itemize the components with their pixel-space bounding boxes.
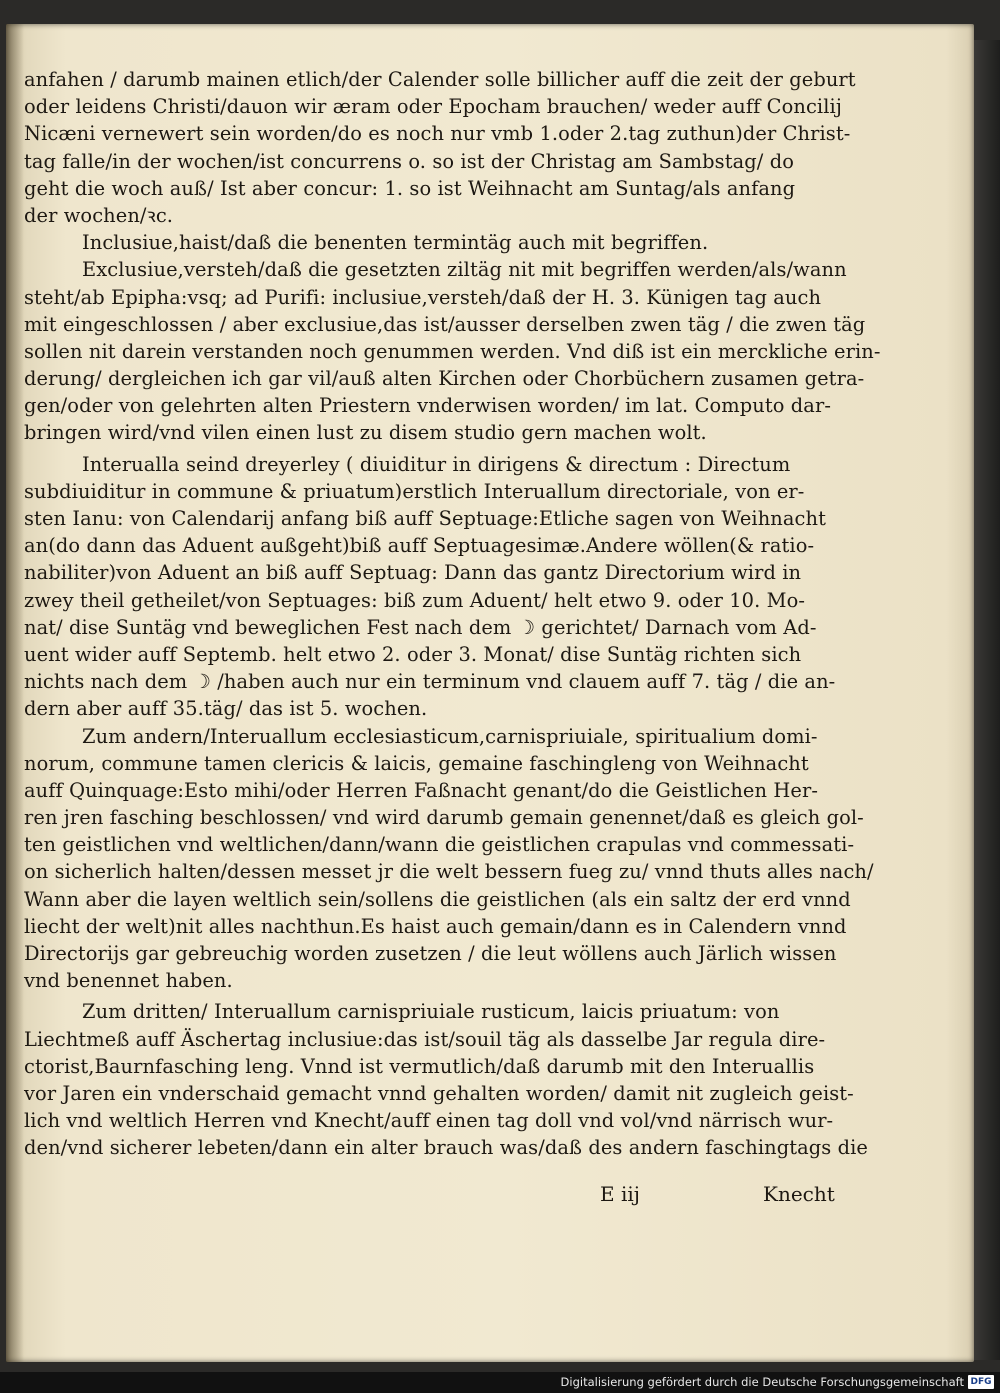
text-line: sten Ianu: von Calendarij anfang biß auff Septuage:Etliche sagen von Weihnacht — [24, 507, 826, 530]
text-line: uent wider auff Septemb. helt etwo 2. oder 3. Monat/ dise Suntäg richten sich — [24, 642, 802, 666]
text-line: lich vnd weltlich Herren vnd Knecht/auff einen tag doll vnd vol/vnd närrisch wur- — [24, 1109, 834, 1133]
text-line: gen/oder von gelehrten alten Priestern vnderwisen worden/ im lat. Computo dar- — [24, 394, 831, 418]
page-text — [24, 66, 881, 1162]
text-line: ctorist,Baurnfasching leng. Vnnd ist vermutlich/daß darumb mit den Interuallis — [24, 1054, 815, 1078]
text-line: dern aber auff 35.täg/ das ist 5. wochen. — [24, 697, 428, 721]
text-line: vnd benennet haben. — [24, 969, 233, 993]
text-line: norum, commune tamen clericis & laicis, gemaine faschingleng von Weihnacht — [24, 751, 809, 775]
text-line: subdiuiditur in commune & priuatum)erstlich Interuallum directoriale, von er- — [24, 479, 805, 503]
paragraph-start-line: Inclusiue,haist/daß die benenten termintäg auch mit begriffen. — [82, 231, 709, 255]
text-line: ren jren fasching beschlossen/ vnd wird darumb gemain genennet/daß es gleich gol- — [24, 806, 864, 830]
text-line: vor Jaren ein vnderschaid gemacht vnnd gehalten worden/ damit nit zugleich geist- — [24, 1081, 854, 1105]
text-line: geht die woch auß/ Ist aber concur: 1. so ist Weihnacht am Suntag/als anfang — [24, 176, 796, 200]
text-line: nat/ dise Suntäg vnd beweglichen Fest nach dem ☽ gerichtet/ Darnach vom Ad- — [24, 615, 817, 639]
text-line: Directorijs gar gebreuchig worden zusetzen / die leut wöllens auch Järlich wissen — [24, 942, 837, 965]
paragraph-start-line: Zum dritten/ Interuallum carnispriuiale rusticum, laicis priuatum: von — [82, 1000, 780, 1024]
text-line: zwey theil getheilet/von Septuages: biß zum Aduent/ helt etwo 9. oder 10. Mo- — [24, 588, 806, 612]
text-line: nabiliter)von Aduent an biß auff Septuag: Dann das gantz Directorium wird in — [24, 561, 802, 585]
text-line: derung/ dergleichen ich gar vil/auß alten Kirchen oder Chorbüchern zusamen getra- — [24, 367, 865, 391]
text-line: tag falle/in der wochen/ist concurrens o. so ist der Christag am Sambstag/ do — [24, 149, 794, 173]
text-line: nichts nach dem ☽ /haben auch nur ein terminum vnd clauem auff 7. täg / die an- — [24, 670, 836, 694]
text-line: on sicherlich halten/dessen messet jr die welt bessern fueg zu/ vnnd thuts alles nach/ — [24, 860, 874, 884]
text-line: mit eingeschlossen / aber exclusiue,das ist/ausser derselben zwen täg / die zwen täg — [24, 312, 866, 336]
paragraph-start-line: Exclusiue,versteh/daß die gesetzten ziltäg nit mit begriffen werden/als/wann — [82, 258, 847, 282]
text-line: ten geistlichen vnd weltlichen/dann/wann die geistlichen crapulas vnd commessati- — [24, 833, 855, 857]
paragraph-start-line: Zum andern/Interuallum ecclesiasticum,carnispriuiale, spiritualium domi- — [82, 724, 818, 748]
text-line: den/vnd sicherer lebeten/dann ein alter brauch was/daß des andern faschingtags die — [24, 1136, 868, 1160]
text-line: auff Quinquage:Esto mihi/oder Herren Faßnacht genant/do die Geistlichen Her- — [24, 778, 818, 802]
funding-notice: Digitalisierung gefördert durch die Deutsche Forschungsgemeinschaft — [560, 1375, 964, 1389]
signature-mark: E iij — [600, 1182, 640, 1206]
text-line: bringen wird/vnd vilen einen lust zu disem studio gern machen wolt. — [24, 421, 707, 445]
text-line: Liechtmeß auff Äschertag inclusiue:das ist/souil täg als dasselbe Jar regula dire- — [24, 1027, 826, 1051]
text-line: Nicæni vernewert sein worden/do es noch nur vmb 1.oder 2.tag zuthun)der Christ- — [24, 122, 851, 146]
catchword: Knecht — [763, 1182, 835, 1206]
paragraph-start-line: Interualla seind dreyerley ( diuiditur in dirigens & directum : Directum — [82, 452, 791, 476]
text-line: Wann aber die layen weltlich sein/sollens die geistlichen (als ein saltz der erd vnnd — [24, 887, 851, 911]
page-edge — [974, 40, 1000, 1360]
dfg-logo: DFG — [968, 1375, 994, 1389]
text-line: liecht der welt)nit alles nachthun.Es haist auch gemain/dann es in Calendern vnnd — [24, 914, 847, 938]
page-gutter-shadow — [6, 24, 24, 1362]
text-line: sollen nit darein verstanden noch genummen werden. Vnd diß ist ein merckliche erin- — [24, 339, 881, 363]
text-line: steht/ab Epipha:vsq; ad Purifi: inclusiue,versteh/daß der H. 3. Künigen tag auch — [24, 285, 822, 309]
text-line: oder leidens Christi/dauon wir æram oder Epocham brauchen/ weder auff Concilij — [24, 95, 842, 119]
text-line: anfahen / darumb mainen etlich/der Calender solle billicher auff die zeit der geburt — [24, 68, 856, 91]
text-line: an(do dann das Aduent außgeht)biß auff Septuagesimæ.Andere wöllen(& ratio- — [24, 534, 815, 558]
text-line: der wochen/ꝛc. — [24, 203, 174, 227]
